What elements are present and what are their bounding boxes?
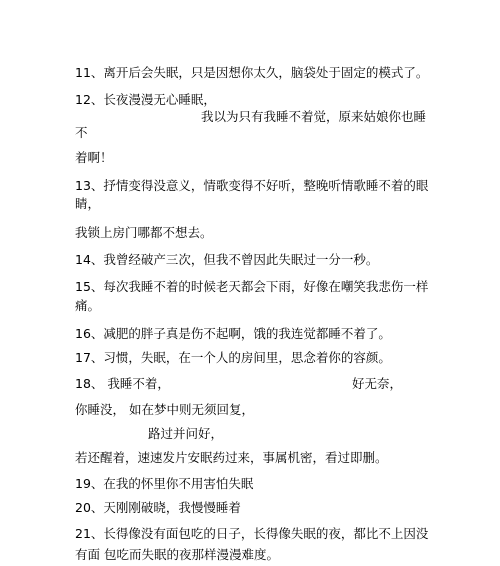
text-line: 21、长得像没有面包吃的日子，长得像失眠的夜，都比不上因没 xyxy=(75,526,429,541)
text-line: 14、我曾经破产三次，但我不曾因此失眠过一分一秒。 xyxy=(75,252,379,267)
text-line: 好无奈， xyxy=(352,376,403,391)
text-line: 痛。 xyxy=(75,298,101,313)
text-line: 不 xyxy=(75,125,88,140)
text-line: 若还醒着，速速发片安眠药过来，事属机密，看过即删。 xyxy=(75,450,388,465)
text-line: 我以为只有我睡不着觉，原来姑娘你也睡 xyxy=(201,109,427,124)
text-line: 18、 我睡不着， xyxy=(75,376,170,391)
text-line: 16、减肥的胖子真是伤不起啊，饿的我连觉都睡不着了。 xyxy=(75,326,391,341)
text-line: 12、长夜漫漫无心睡眠， xyxy=(75,92,216,107)
text-line: 路过并问好， xyxy=(148,426,224,441)
text-line: 15、每次我睡不着的时候老天都会下雨，好像在嘲笑我悲伤一样 xyxy=(75,279,429,294)
text-line: 13、抒情变得没意义，情歌变得不好听，整晚听情歌睡不着的眼 xyxy=(75,178,429,193)
text-line: 19、在我的怀里你不用害怕失眠 xyxy=(75,476,254,491)
text-line: 有面 包吃而失眠的夜那样漫漫难度。 xyxy=(75,547,279,562)
text-line: 着啊！ xyxy=(75,150,113,165)
text-line: 你睡没， 如在梦中则无须回复， xyxy=(75,402,254,417)
text-line: 20、天刚刚破晓，我慢慢睡着 xyxy=(75,500,241,515)
text-line: 17、习惯，失眠，在一个人的房间里，思念着你的容颜。 xyxy=(75,350,391,365)
text-line: 11、离开后会失眠，只是因想你太久，脑袋处于固定的模式了。 xyxy=(75,65,429,80)
text-line: 我锁上房门哪都不想去。 xyxy=(75,225,213,240)
text-line: 睛， xyxy=(75,196,101,211)
